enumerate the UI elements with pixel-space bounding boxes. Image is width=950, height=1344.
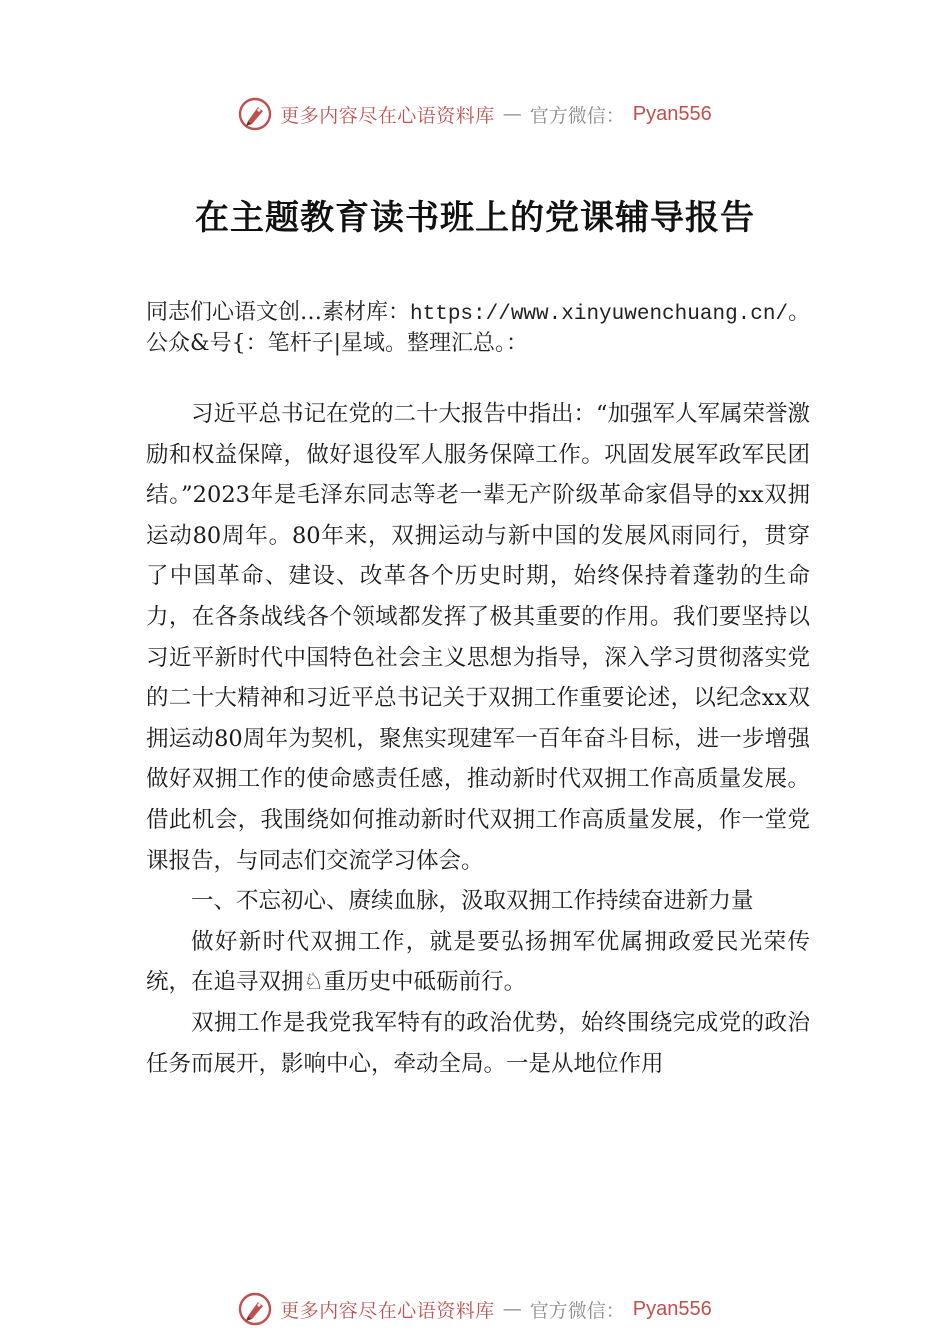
page-title: 在主题教育读书班上的党课辅导报告 [195, 198, 755, 238]
pen-nib-logo-icon [238, 97, 272, 131]
header-banner [0, 94, 950, 134]
banner-text: 更多内容尽在心语资料库 [280, 104, 495, 127]
banner-wechat-label: 官方微信： [529, 1299, 625, 1322]
paragraph-3: 双拥工作是我党我军特有的政治优势，始终围绕完成党的政治任务而展开，影响中心，牵动全局。一是从地位作用 [146, 1009, 810, 1077]
pen-nib-logo-icon [238, 1292, 272, 1326]
section-heading-1: 一、不忘初心、赓续血脉，汲取双拥工作持续奋进新力量 [191, 888, 754, 915]
footer-banner [0, 1289, 950, 1329]
banner-wechat-id: Pyan556 [632, 102, 712, 125]
banner-separator: — [502, 103, 522, 125]
banner-wechat-id: Pyan556 [632, 1297, 712, 1320]
paragraph-1: 习近平总书记在党的二十大报告中指出：“加强军人军属荣誉激励和权益保障，做好退役军人服务保障工作。巩固发展军政军民团结。”2023年是毛泽东同志等老一辈无产阶级革命家倡导的xx双拥运动80周年。80年来，双拥运动与新中国的发展风雨同行，贯穿了中国革命、建设、改革各个历史时期，始终保持着蓬勃的生命力，在各条战线各个领域都发挥了极其重要的作用。我们要坚持以习近平新时代中国特色社会主义思想为指导，深入学习贯彻落实党的二十大精神和习近平总书记关于双拥工作重要论述，以纪念xx双拥运动80周年为契机，聚焦实现建军一百年奋斗目标，进一步增强做好双拥工作的使命感责任感，推动新时代双拥工作高质量发展。借此机会，我围绕如何推动新时代双拥工作高质量发展，作一堂党课报告，与同志们交流学习体会。 [146, 401, 811, 874]
banner-text: 更多内容尽在心语资料库 [280, 1299, 495, 1322]
intro-text-2: 。公众&号{：笔杆子|星域。整理汇总。： [146, 300, 811, 356]
intro-url: https://www.xinyuwenchuang.cn/ [410, 303, 789, 326]
intro-text-1: 同志们心语文创…素材库： [146, 300, 411, 325]
banner-separator: — [502, 1298, 522, 1320]
intro-note [146, 298, 822, 358]
banner-wechat-label: 官方微信： [529, 104, 625, 127]
document-body [146, 394, 810, 1084]
paragraph-2: 做好新时代双拥工作，就是要弘扬拥军优属拥政爱民光荣传统，在追寻双拥♘重历史中砥砺前行。 [146, 928, 810, 996]
